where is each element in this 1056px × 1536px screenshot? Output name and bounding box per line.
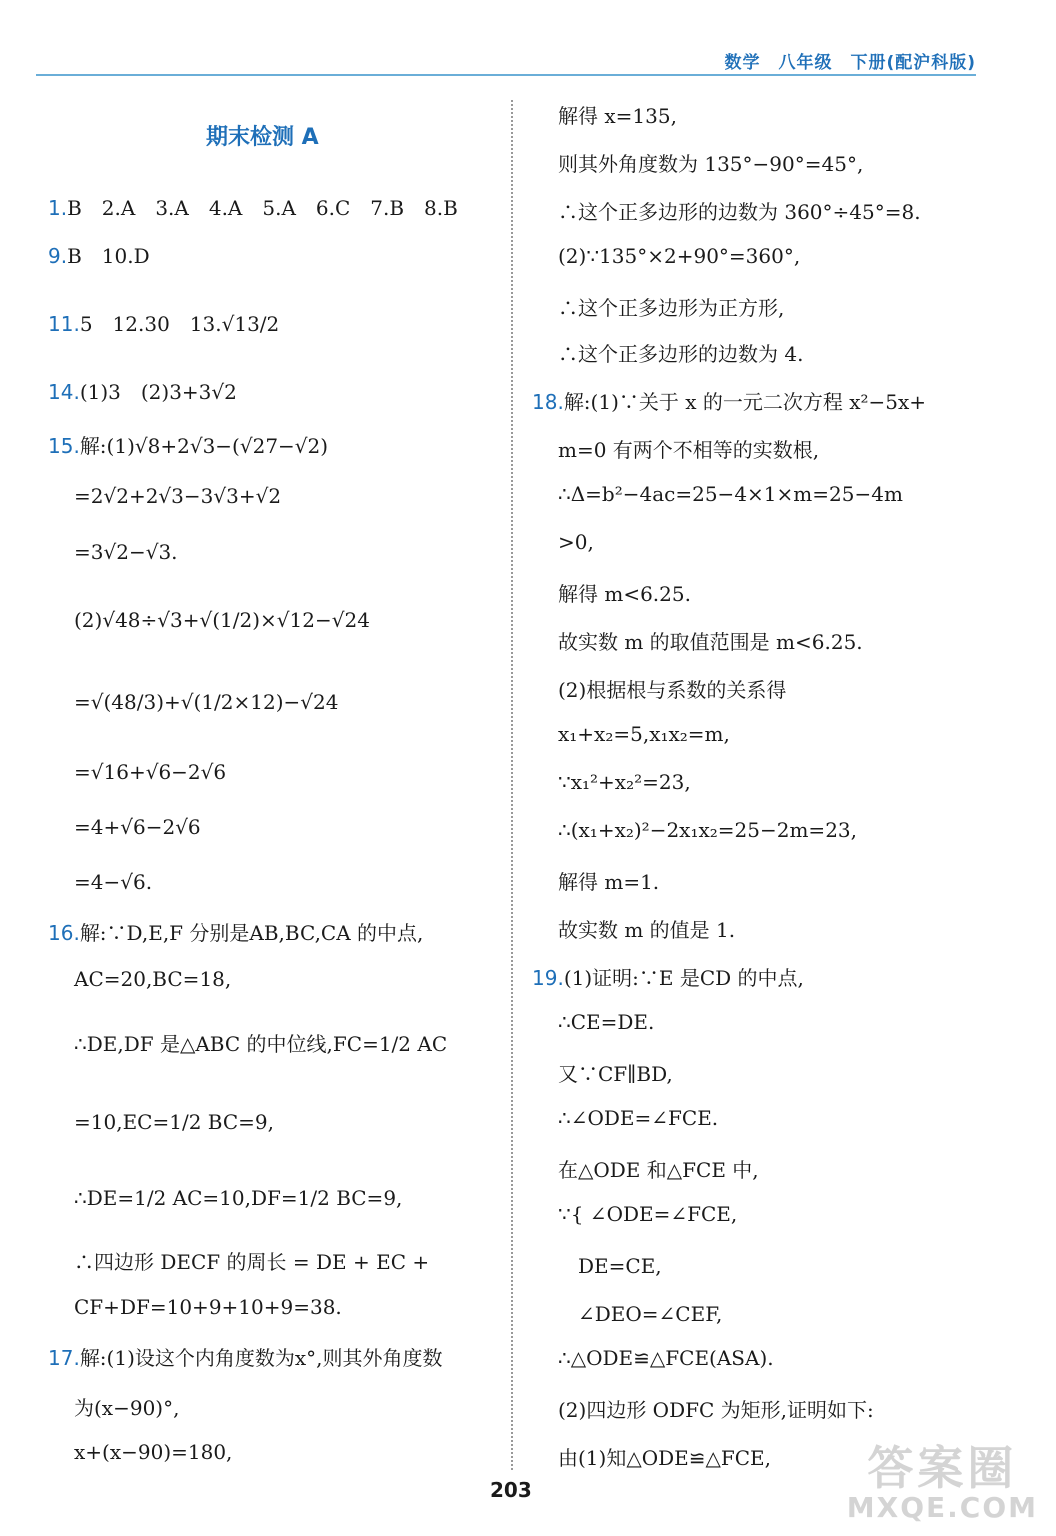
line-text: ∴这个正多边形的边数为 360°÷45°=8. xyxy=(558,200,921,224)
right-line xyxy=(558,674,786,703)
question-number: 9. xyxy=(48,244,68,268)
line-text: ∴这个正多边形的边数为 4. xyxy=(558,342,804,366)
left-line xyxy=(48,308,279,337)
line-text: =3√2−√3. xyxy=(74,540,178,564)
right-line xyxy=(558,818,857,842)
line-text: 解:(1)√8+2√3−(√27−√2) xyxy=(79,434,329,458)
column-divider xyxy=(511,100,513,1470)
line-text: ∴DE,DF 是△ABC 的中位线,FC=1/2 AC xyxy=(74,1032,448,1056)
left-line xyxy=(74,540,178,564)
right-line xyxy=(558,196,921,225)
right-line xyxy=(558,1346,774,1370)
question-number: 1. xyxy=(48,196,68,220)
right-line xyxy=(558,1010,654,1034)
line-text-extra: 2.A 3.A 4.A 5.A 6.C 7.B 8.B xyxy=(101,196,458,220)
line-text: m=0 有两个不相等的实数根, xyxy=(558,438,820,462)
right-line xyxy=(532,386,926,415)
line-text: =4+√6−2√6 xyxy=(74,815,201,839)
line-text: ∴△ODE≌△FCE(ASA). xyxy=(558,1346,774,1370)
left-line xyxy=(74,1392,179,1421)
line-text: ∠DEO=∠CEF, xyxy=(558,1302,723,1326)
line-text: ∴Δ=b²−4ac=25−4×1×m=25−4m xyxy=(558,482,903,506)
line-text: 解:(1)∵关于 x 的一元二次方程 x²−5x+ xyxy=(563,390,927,414)
left-line xyxy=(74,1186,402,1210)
line-text: =10,EC=1/2 BC=9, xyxy=(74,1110,274,1134)
line-text: (1)证明:∵E 是CD 的中点, xyxy=(563,966,804,990)
right-line xyxy=(558,626,863,655)
right-line xyxy=(558,1058,673,1087)
line-text: 为(x−90)°, xyxy=(74,1396,180,1420)
watermark-url: MXQE.COM xyxy=(846,1490,1038,1524)
header-divider xyxy=(36,74,976,76)
right-line xyxy=(558,244,800,268)
right-line xyxy=(558,434,819,463)
page-title: 期末检测 A xyxy=(206,125,319,150)
line-text: (2)∵135°×2+90°=360°, xyxy=(558,244,801,268)
line-text: =2√2+2√3−3√3+√2 xyxy=(74,484,282,508)
line-text: (2)根据根与系数的关系得 xyxy=(558,678,787,702)
right-line xyxy=(558,866,659,895)
left-line xyxy=(74,760,226,784)
line-text: 解得 x=135, xyxy=(558,104,677,128)
right-line xyxy=(558,770,691,794)
question-number: 14. xyxy=(48,380,80,404)
left-line xyxy=(48,376,237,405)
line-text: x₁+x₂=5,x₁x₂=m, xyxy=(558,722,730,746)
question-number: 19. xyxy=(532,966,564,990)
right-line xyxy=(558,1202,737,1226)
watermark xyxy=(846,1441,1038,1524)
line-text: ∵x₁²+x₂²=23, xyxy=(558,770,691,794)
right-line xyxy=(532,962,804,991)
line-text: DE=CE, xyxy=(558,1254,662,1278)
line-text: 由(1)知△ODE≌△FCE, xyxy=(558,1446,772,1470)
left-line xyxy=(74,484,281,508)
left-line xyxy=(74,1110,274,1134)
right-line xyxy=(558,914,735,943)
line-text: 则其外角度数为 135°−90°=45°, xyxy=(558,152,864,176)
right-line xyxy=(558,100,677,129)
right-line xyxy=(558,482,903,506)
line-text: 5 12.30 13.√13/2 xyxy=(79,312,280,336)
page-number: 203 xyxy=(490,1478,532,1502)
line-text: 解得 m<6.25. xyxy=(558,582,691,606)
right-line xyxy=(558,1250,662,1279)
line-text: ∴∠ODE=∠FCE. xyxy=(558,1106,719,1130)
left-line xyxy=(74,608,370,632)
right-line xyxy=(558,578,691,607)
question-number: 11. xyxy=(48,312,80,336)
right-line xyxy=(558,530,594,554)
left-line xyxy=(74,1440,232,1464)
left-line xyxy=(74,870,152,894)
left-line xyxy=(48,192,458,221)
line-text: AC=20,BC=18, xyxy=(74,967,232,991)
right-line xyxy=(558,1394,874,1423)
left-line xyxy=(74,1246,429,1275)
right-line xyxy=(558,1442,771,1471)
right-line xyxy=(558,148,863,177)
watermark-text: 答案圈 xyxy=(867,1441,1018,1496)
left-line xyxy=(74,690,338,714)
line-text: CF+DF=10+9+10+9=38. xyxy=(74,1295,342,1319)
line-text: >0, xyxy=(558,530,594,554)
question-number: 16. xyxy=(48,921,80,945)
line-text: (2)√48÷√3+√(1/2)×√12−√24 xyxy=(74,608,370,632)
line-text: 故实数 m 的取值范围是 m<6.25. xyxy=(558,630,863,654)
page-header: 数学 八年级 下册(配沪科版) xyxy=(724,53,976,73)
right-line xyxy=(558,722,730,746)
line-text: ∴DE=1/2 AC=10,DF=1/2 BC=9, xyxy=(74,1186,403,1210)
left-line xyxy=(48,917,423,946)
line-text: ∴CE=DE. xyxy=(558,1010,655,1034)
line-text: =√16+√6−2√6 xyxy=(74,760,227,784)
line-text: ∴这个正多边形为正方形, xyxy=(558,296,785,320)
left-line xyxy=(74,1295,342,1319)
line-text: 故实数 m 的值是 1. xyxy=(558,918,736,942)
line-text: =4−√6. xyxy=(74,870,153,894)
line-text: (1)3 (2)3+3√2 xyxy=(79,380,237,404)
line-text: B xyxy=(67,196,102,220)
left-line xyxy=(48,430,328,459)
line-text: ∴四边形 DECF 的周长 = DE + EC + xyxy=(74,1250,430,1274)
right-line xyxy=(558,1298,722,1327)
left-line xyxy=(74,1028,447,1057)
right-line xyxy=(558,1154,759,1183)
line-text: B 10.D xyxy=(67,244,150,268)
line-text: 在△ODE 和△FCE 中, xyxy=(558,1158,759,1182)
left-line xyxy=(74,967,231,991)
question-number: 17. xyxy=(48,1346,80,1370)
left-line xyxy=(74,815,201,839)
line-text: 又∵CF∥BD, xyxy=(558,1062,673,1086)
right-line xyxy=(558,1106,718,1130)
right-line xyxy=(558,338,803,367)
question-number: 15. xyxy=(48,434,80,458)
line-text: =√(48/3)+√(1/2×12)−√24 xyxy=(74,690,339,714)
left-line xyxy=(48,1342,443,1371)
line-text: 解:∵D,E,F 分别是AB,BC,CA 的中点, xyxy=(79,921,424,945)
line-text: 解得 m=1. xyxy=(558,870,660,894)
question-number: 18. xyxy=(532,390,564,414)
line-text: 解:(1)设这个内角度数为x°,则其外角度数 xyxy=(79,1346,443,1370)
left-line xyxy=(48,240,150,269)
line-text: (2)四边形 ODFC 为矩形,证明如下: xyxy=(558,1398,874,1422)
line-text: ∵{ ∠ODE=∠FCE, xyxy=(558,1202,738,1226)
right-line xyxy=(558,292,784,321)
line-text: x+(x−90)=180, xyxy=(74,1440,233,1464)
line-text: ∴(x₁+x₂)²−2x₁x₂=25−2m=23, xyxy=(558,818,857,842)
